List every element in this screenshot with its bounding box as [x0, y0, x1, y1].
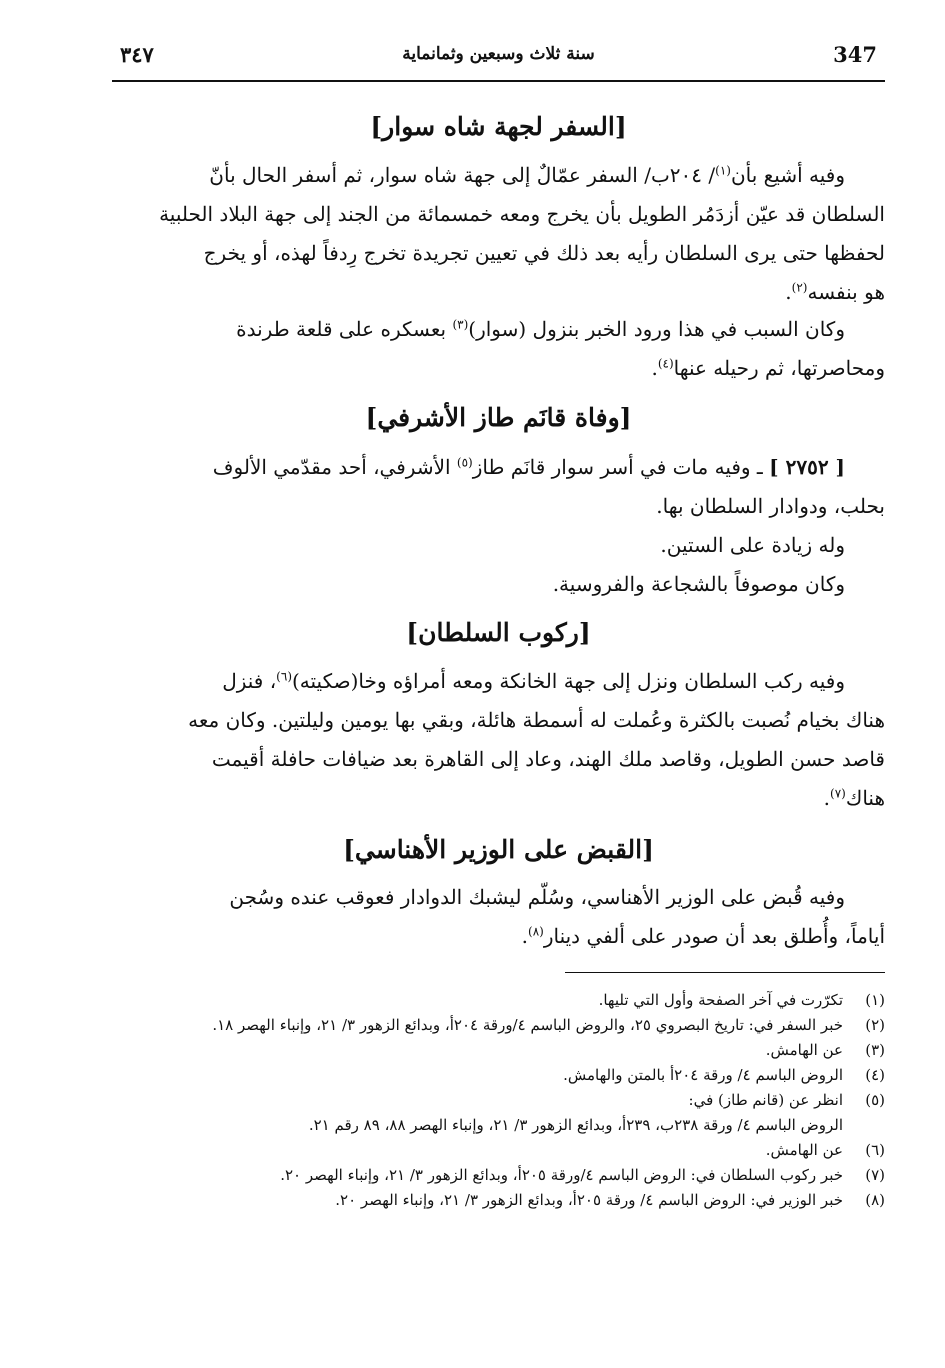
footnote [112, 1013, 885, 1038]
text-line [112, 156, 885, 195]
text-line: قاصد حسن الطويل، وقاصد ملك الهند، وعاد إلى القاهرة بعد ضيافات حافلة أقيمت [211, 747, 885, 771]
text-line: وله زيادة على الستين. [660, 533, 845, 557]
text-run: / ٢٠٤ب/ السفر عمّالٌ إلى جهة شاه سوار، ثم أسفر الحال بأنّ [209, 163, 716, 187]
footnote-number: (٥) [865, 1091, 885, 1109]
text-line [112, 448, 885, 487]
running-title: سنة ثلاث وسبعين وثمانماية [402, 44, 595, 64]
section-title-ride: [ركوب السلطان] [406, 618, 591, 647]
text-run: هناك [845, 786, 885, 810]
footnote-text: عن الهامش. [765, 1041, 843, 1059]
footnote-number: (٣) [865, 1041, 885, 1059]
text-run: أياماً، وأُطلق بعد أن صودر على ألفي دينار [543, 924, 885, 948]
text-run: . [651, 356, 658, 380]
text-line [112, 779, 885, 818]
text-line [112, 273, 885, 312]
running-header [112, 40, 885, 80]
paragraph-vizier-arrest [112, 878, 885, 956]
footnote-ref: (٢) [791, 280, 808, 295]
footnote-number: (١) [865, 991, 885, 1009]
text-run: وفيه أشيع بأن [730, 163, 845, 187]
text-run: وكان السبب في هذا ورود الخبر بنزول (سوار) [468, 317, 845, 341]
text-run: . [785, 280, 792, 304]
footnote-number [843, 1113, 885, 1138]
footnote-ref: (٨) [528, 924, 544, 939]
text-run: ومحاصرتها، ثم رحيله عنها [673, 356, 885, 380]
text-line [112, 917, 885, 956]
paragraph-sultan-ride [112, 662, 885, 818]
footnote-ref: (٧) [830, 786, 846, 801]
page-number-arabic: ٣٤٧ [120, 42, 154, 67]
footnote-text: الروض الباسم ٤/ ورقة ٢٠٤أ بالمتن والهامش. [563, 1066, 843, 1084]
text-line: هناك بخيام نُصبت بالكثرة وعُملت له أسمطة هائلة، وبقي بها يومين وليلتين. وكان معه [188, 708, 885, 732]
paragraph-travel-news [112, 156, 885, 312]
text-run: هو بنفسه [807, 280, 885, 304]
footnote-ref: (٥) [456, 455, 473, 470]
footnote [112, 1038, 885, 1063]
footnote-ref: (١) [715, 163, 731, 178]
footnote [112, 1163, 885, 1188]
entry-number: [ ٢٧٥٢ ] [769, 455, 845, 479]
text-run: . [521, 924, 528, 948]
footnote-ref: (٤) [657, 356, 674, 371]
text-line: لحفظها حتى يرى السلطان رأيه بعد ذلك في تعيين تجريدة تخرج رِدفاً لهذه، أو يخرج [203, 241, 885, 265]
paragraph-siege [112, 310, 885, 388]
footnote-ref: (٣) [452, 317, 469, 332]
footnote-text: انظر عن (قانم طاز) في: [688, 1091, 843, 1109]
text-run: ، فنزل [222, 669, 277, 693]
text-run: ـ وفيه مات في أسر سوار قانَم طاز [472, 455, 763, 479]
section-title-arrest: [القبض على الوزير الأهناسي] [343, 835, 654, 864]
footnote-ref: (٦) [276, 669, 292, 684]
footnote-rule [565, 972, 885, 973]
text-line [112, 349, 885, 388]
text-run: وفيه ركب السلطان ونزل إلى جهة الخانكة ومعه أمراؤه وخا(صكيته) [292, 669, 845, 693]
footnote [112, 988, 885, 1013]
footnote [112, 1088, 885, 1113]
footnote-text: خبر ركوب السلطان في: الروض الباسم ٤/ورقة ٢٠٥أ، وبدائع الزهور ٣/ ٢١، وإنباء الهصر ٢٠. [280, 1166, 843, 1184]
footnote-number: (٧) [865, 1166, 885, 1184]
footnote-text: عن الهامش. [765, 1141, 843, 1159]
text-line: بحلب، ودوادار السلطان بها. [656, 494, 885, 518]
footnote-text: تكرّرت في آخر الصفحة وأول التي تليها. [598, 991, 843, 1009]
text-line [112, 310, 885, 349]
footnote-text: خبر السفر في: تاريخ البصروي ٢٥، والروض الباسم ٤/ورقة ٢٠٤أ، وبدائع الزهور ٣/ ٢١، وإنباء الهصر ١٨. [212, 1016, 843, 1034]
text-line: السلطان قد عيّن أزدَمُر الطويل بأن يخرج ومعه خمسمائة من الجند إلى جهة البلاد الحلبية [159, 202, 885, 226]
footnote [112, 1188, 885, 1213]
footnote-text: الروض الباسم ٤/ ورقة ٢٣٨ب، ٢٣٩أ، وبدائع الزهور ٣/ ٢١، وإنباء الهصر ٨٨، ٨٩ رقم ٢١. [308, 1116, 843, 1134]
footnote-number: (٤) [865, 1066, 885, 1084]
text-line: وكان موصوفاً بالشجاعة والفروسية. [552, 572, 845, 596]
section-title-travel: [السفر لجهة شاه سوار] [370, 112, 627, 141]
footnote-number: (٢) [865, 1016, 885, 1034]
footnote [112, 1063, 885, 1088]
footnote-number: (٦) [865, 1141, 885, 1159]
text-line [112, 662, 885, 701]
footnotes [112, 988, 885, 1213]
text-line: وفيه قُبض على الوزير الأهناسي، وسُلّم ليشبك الدوادار فعوقب عنده وسُجن [229, 885, 845, 909]
footnote-text: خبر الوزير في: الروض الباسم ٤/ ورقة ٢٠٥أ، وبدائع الزهور ٣/ ٢١، وإنباء الهصر ٢٠. [335, 1191, 843, 1209]
text-run: . [823, 786, 830, 810]
footnote [112, 1138, 885, 1163]
footnote-continuation [112, 1113, 885, 1138]
paragraph-death-entry [112, 448, 885, 604]
section-title-death: [وفاة قانَم طاز الأشرفي] [365, 403, 632, 432]
footnote-number: (٨) [865, 1191, 885, 1209]
page-number-latin: 347 [833, 42, 877, 67]
text-run: بعسكره على قلعة طرندة [236, 317, 453, 341]
text-run: الأشرفي، أحد مقدّمي الألوف [212, 455, 457, 479]
header-rule [112, 80, 885, 82]
